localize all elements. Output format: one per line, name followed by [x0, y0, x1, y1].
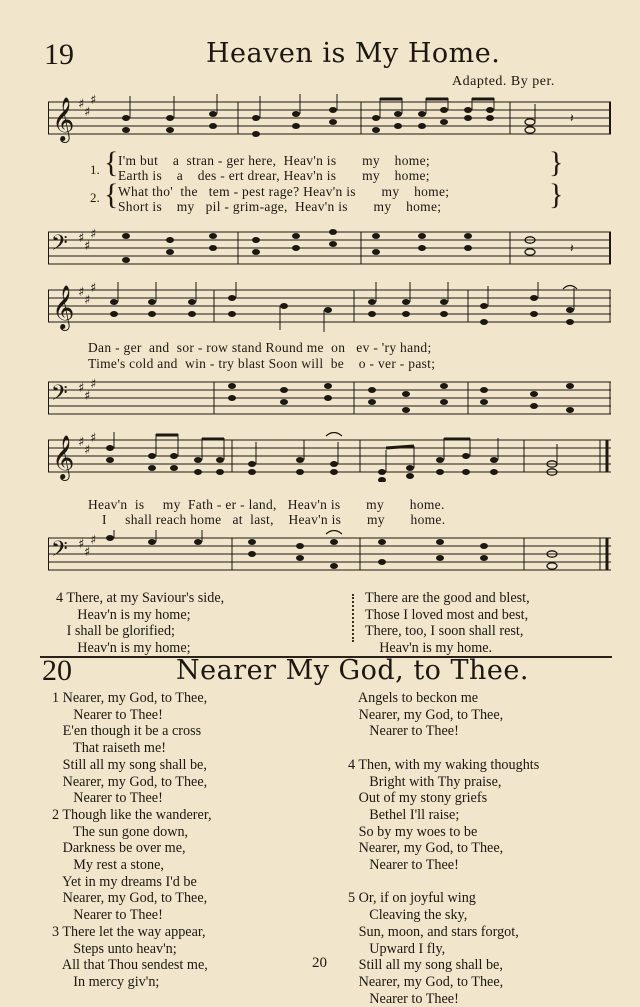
svg-text:𝄽: 𝄽 [570, 241, 574, 255]
svg-text:♯: ♯ [78, 231, 85, 246]
svg-text:♯: ♯ [78, 537, 85, 552]
svg-text:♯: ♯ [90, 227, 97, 242]
svg-text:♯: ♯ [84, 443, 91, 458]
treble-staff-3 [48, 432, 611, 482]
lyric-line: Dan - ger and sor - row stand Round me on ev - 'ry hand; [88, 340, 432, 355]
hymn-19-number: 19 [44, 38, 74, 71]
left-brace-2: { [104, 178, 119, 211]
svg-text:♯: ♯ [84, 239, 91, 254]
treble-staff-1 [48, 94, 611, 144]
svg-text:𝄞: 𝄞 [52, 97, 75, 141]
lyric-line: Short is my pil - grim-age, Heav'n is my home; [118, 199, 442, 214]
left-brace-1: { [104, 146, 119, 179]
lyric-line: I'm but a stran - ger here, Heav'n is my home; [118, 153, 430, 168]
svg-text:♯: ♯ [78, 97, 85, 112]
svg-text:𝄢: 𝄢 [51, 537, 68, 567]
bass-staff-2 [48, 374, 611, 424]
svg-text:♯: ♯ [84, 545, 91, 560]
svg-text:♯: ♯ [78, 435, 85, 450]
verse-number-2: 2. [90, 190, 100, 205]
bass-staff-3 [48, 530, 611, 580]
svg-text:𝄞: 𝄞 [52, 435, 75, 479]
hymn-20-number: 20 [42, 654, 72, 687]
svg-text:𝄢: 𝄢 [51, 231, 68, 261]
lyric-line: I shall reach home at last, Heav'n is my home. [102, 512, 446, 527]
svg-text:♯: ♯ [90, 533, 97, 548]
hymn-19-title: Heaven is My Home. [206, 38, 501, 69]
svg-text:𝄢: 𝄢 [51, 381, 68, 411]
hymn-20-column-2: Angels to beckon me Nearer, my God, to Thee, Nearer to Thee! 4 Then, with my waking thoughts Bright with Thy praise, Out of my stony griefs Bethel I'll raise; So by my woes to be Nearer, my God, to Thee, Nearer to Thee! 5 Or, if on joyful wing Cleaving the sky, Sun, moon, and stars forgot, Upward I fly, Still all my song shall be, Nearer, my God, to Thee, Nearer to Thee! [348, 690, 540, 1007]
right-brace-2: } [549, 178, 564, 211]
svg-text:♯: ♯ [78, 285, 85, 300]
svg-text:♯: ♯ [90, 377, 97, 392]
hymn-19-verse-4-right: There are the good and blest, Those I loved most and best, There, too, I soon shall rest, Heav'n is my home. [365, 590, 530, 657]
hymn-19-credit: Adapted. By per. [452, 74, 555, 89]
svg-text:𝄞: 𝄞 [52, 285, 75, 329]
lyric-line: Earth is a des - ert drear, Heav'n is my home; [118, 168, 430, 183]
svg-text:𝄽: 𝄽 [570, 111, 574, 125]
verse-divider [352, 594, 356, 642]
svg-text:♯: ♯ [90, 282, 97, 296]
lyric-line: Heav'n is my Fath - er - land, Heav'n is my home. [88, 497, 445, 512]
svg-text:♯: ♯ [78, 381, 85, 396]
hymn-20-column-1: 1 Nearer, my God, to Thee, Nearer to Thee! E'en though it be a cross That raiseth me! Still all my song shall be, Nearer, my God, to Thee, Nearer to Thee! 2 Though like the wanderer, The sun gone down, Darkness be over me, My rest a stone, Yet in my dreams I'd be Nearer, my God, to Thee, Nearer to Thee! 3 There let the way appear, Steps unto heav'n; All that Thou sendest me, In mercy giv'n; [52, 690, 212, 990]
verse-number-1: 1. [90, 162, 100, 177]
bass-staff-1 [48, 224, 611, 274]
treble-staff-2 [48, 282, 611, 332]
hymn-19-verse-4-left: 4 There, at my Saviour's side, Heav'n is my home; I shall be glorified; Heav'n is my home; [56, 590, 225, 657]
right-brace-1: } [549, 146, 564, 179]
svg-text:♯: ♯ [84, 105, 91, 120]
svg-text:♯: ♯ [90, 94, 97, 108]
lyric-line: Time's cold and win - try blast Soon will be o - ver - past; [88, 356, 436, 371]
lyric-line: What tho' the tem - pest rage? Heav'n is my home; [118, 184, 450, 199]
page-number: 20 [312, 955, 327, 971]
svg-text:♯: ♯ [84, 389, 91, 404]
svg-text:♯: ♯ [90, 432, 97, 446]
svg-text:♯: ♯ [84, 293, 91, 308]
hymn-20-title: Nearer My God, to Thee. [176, 655, 529, 686]
